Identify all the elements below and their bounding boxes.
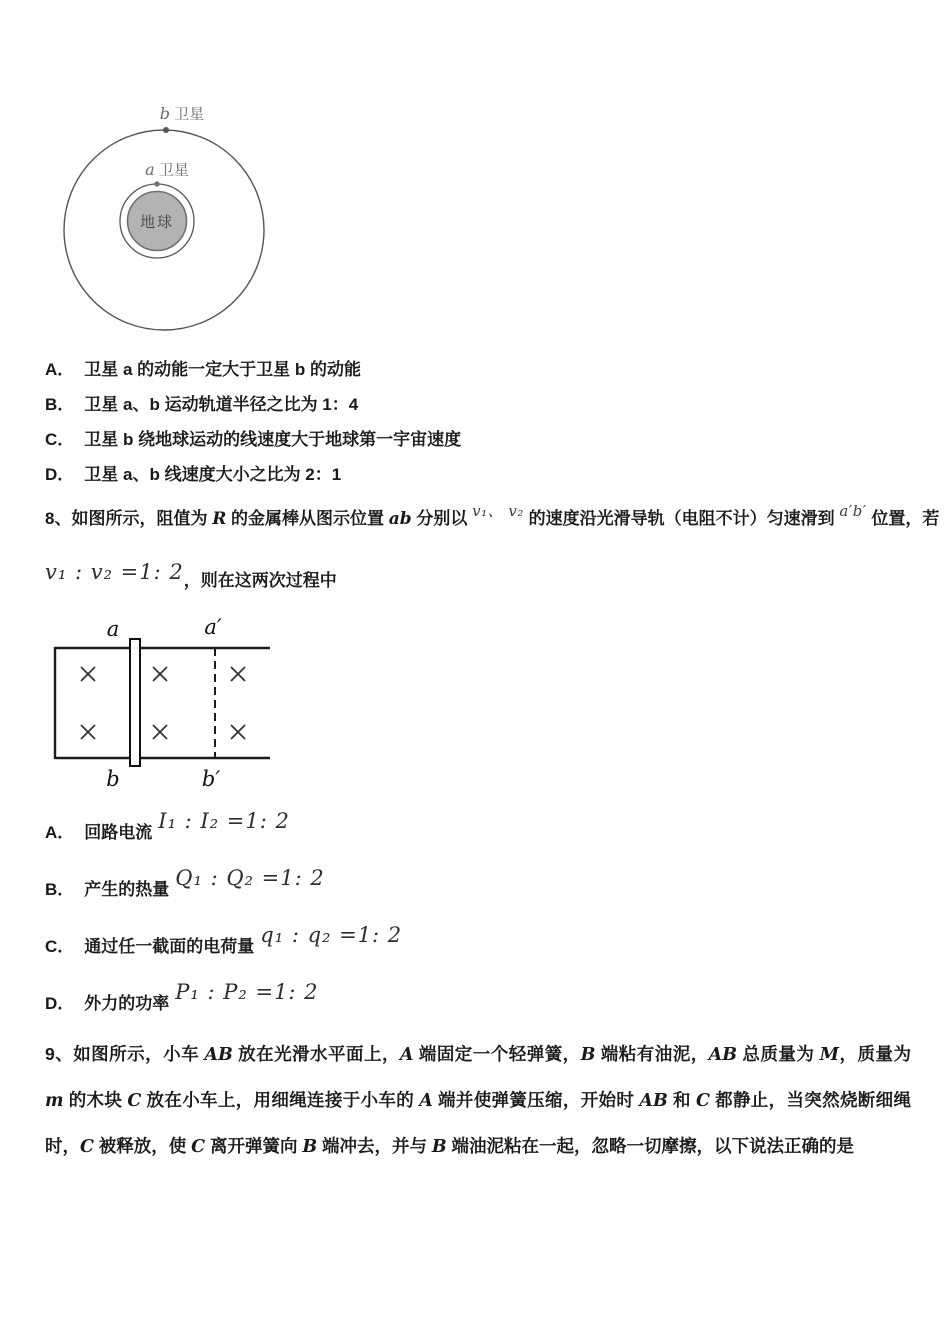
option-letter: A．: [45, 360, 75, 379]
text-segment: 都静止，当突然烧断细绳时，: [45, 1090, 911, 1156]
text-segment: C: [127, 1091, 142, 1111]
rail-rod-field-diagram: [50, 618, 295, 798]
q8-option-a: [45, 809, 290, 843]
text-segment: AB: [639, 1091, 668, 1111]
heat-ratio-formula: Q₁ : Q₂ =1: 2: [175, 866, 325, 890]
text-segment: 的木块: [63, 1090, 128, 1110]
text-segment: A: [399, 1045, 414, 1065]
text-segment: R: [212, 509, 227, 529]
text-segment: B: [431, 1137, 447, 1157]
field-cross-icon: [231, 667, 245, 681]
satellite-a-label: a 卫星: [145, 160, 189, 179]
option-letter: C．: [45, 430, 75, 449]
field-cross-icon: [153, 725, 167, 739]
field-cross-icon: [153, 667, 167, 681]
q8-option-b: [45, 866, 325, 900]
text-segment: 和: [667, 1090, 696, 1110]
text-segment: 放在光滑水平面上，: [232, 1044, 400, 1064]
text-segment: B: [580, 1045, 596, 1065]
text-segment: B: [302, 1137, 318, 1157]
label-b: b: [106, 767, 120, 791]
option-text: 卫星 a、b 运动轨道半径之比为 1：4: [84, 395, 359, 414]
option-letter: A．: [45, 823, 75, 842]
question-8-condition: [45, 560, 337, 600]
field-into-page-crosses: [81, 667, 245, 739]
text-segment: C: [191, 1137, 206, 1157]
velocity-ratio-formula: v₁ : v₂ =1: 2: [45, 560, 184, 584]
satellite-a-dot: [154, 181, 159, 186]
option-text: 卫星 b 绕地球运动的线速度大于地球第一宇宙速度: [84, 430, 462, 449]
option-d: [45, 457, 461, 492]
text-segment: v₁、 v₂: [472, 502, 524, 520]
text-segment: 放在小车上，用细绳连接于小车的: [141, 1090, 420, 1110]
text-segment: 端固定一个轻弹簧，: [413, 1044, 581, 1064]
text-segment: 总质量为: [737, 1044, 820, 1064]
text-segment: AB: [708, 1045, 738, 1065]
text-segment: C: [80, 1137, 94, 1157]
condition-text: ，则在这两次过程中: [183, 571, 337, 590]
text-segment: 分别以: [411, 509, 473, 528]
option-text: 卫星 a、b 线速度大小之比为 2：1: [84, 465, 342, 484]
text-segment: A: [419, 1091, 433, 1111]
option-text: 卫星 a 的动能一定大于卫星 b 的动能: [84, 360, 362, 379]
charge-ratio-formula: q₁ : q₂ =1: 2: [260, 923, 403, 947]
power-ratio-formula: P₁ : P₂ =1: 2: [175, 980, 319, 1004]
current-ratio-formula: I₁ : I₂ =1: 2: [158, 809, 290, 833]
option-letter: D．: [45, 994, 75, 1013]
question-9-stem: [45, 1032, 911, 1170]
text-segment: 被释放，使: [93, 1136, 192, 1156]
q8-option-c: [45, 923, 403, 957]
satellite-b-label: b 卫星: [159, 104, 205, 123]
text-segment: 9、如图所示，小车: [45, 1044, 205, 1064]
text-segment: AB: [204, 1045, 233, 1065]
text-segment: 端冲去，并与: [317, 1136, 432, 1156]
earth-label: 地球: [139, 214, 175, 231]
option-text: 通过任一截面的电荷量: [84, 937, 255, 956]
option-c: [45, 422, 461, 457]
label-a: a: [106, 618, 120, 641]
metal-rod: [130, 639, 140, 766]
option-text: 产生的热量: [84, 880, 170, 899]
text-segment: 端并使弹簧压缩，开始时: [432, 1090, 640, 1110]
option-letter: C．: [45, 937, 75, 956]
option-text: 外力的功率: [84, 994, 170, 1013]
text-segment: C: [696, 1091, 710, 1111]
field-cross-icon: [81, 667, 95, 681]
option-a: [45, 352, 461, 387]
text-segment: 离开弹簧向: [205, 1136, 303, 1156]
option-letter: B．: [45, 880, 75, 899]
satellite-orbit-diagram: [50, 95, 285, 340]
text-segment: m: [45, 1091, 64, 1111]
text-segment: ab: [388, 509, 412, 529]
text-segment: 8、如图所示，阻值为: [45, 509, 213, 528]
text-segment: 的速度沿光滑导轨（电阻不计）匀速滑到: [523, 509, 840, 528]
field-cross-icon: [231, 725, 245, 739]
option-letter: B．: [45, 395, 75, 414]
text-segment: M: [819, 1045, 840, 1065]
text-segment: 端油泥粘在一起，忽略一切摩擦，以下说法正确的是: [446, 1136, 855, 1156]
label-b-prime: b′: [201, 767, 221, 791]
text-segment: 的金属棒从图示位置: [226, 509, 389, 528]
q8-option-d: [45, 980, 319, 1014]
text-segment: a′b′: [839, 502, 867, 520]
field-cross-icon: [81, 725, 95, 739]
question-8-stem: [45, 500, 940, 538]
text-segment: 位置，若: [866, 509, 940, 528]
option-letter: D．: [45, 465, 75, 484]
satellite-question-options: [45, 352, 461, 492]
option-text: 回路电流: [84, 823, 153, 842]
text-segment: 端粘有油泥，: [595, 1044, 709, 1064]
option-b: [45, 387, 461, 422]
text-segment: ，质量为: [839, 1044, 911, 1064]
label-a-prime: a′: [204, 618, 222, 639]
satellite-b-dot: [163, 127, 169, 133]
